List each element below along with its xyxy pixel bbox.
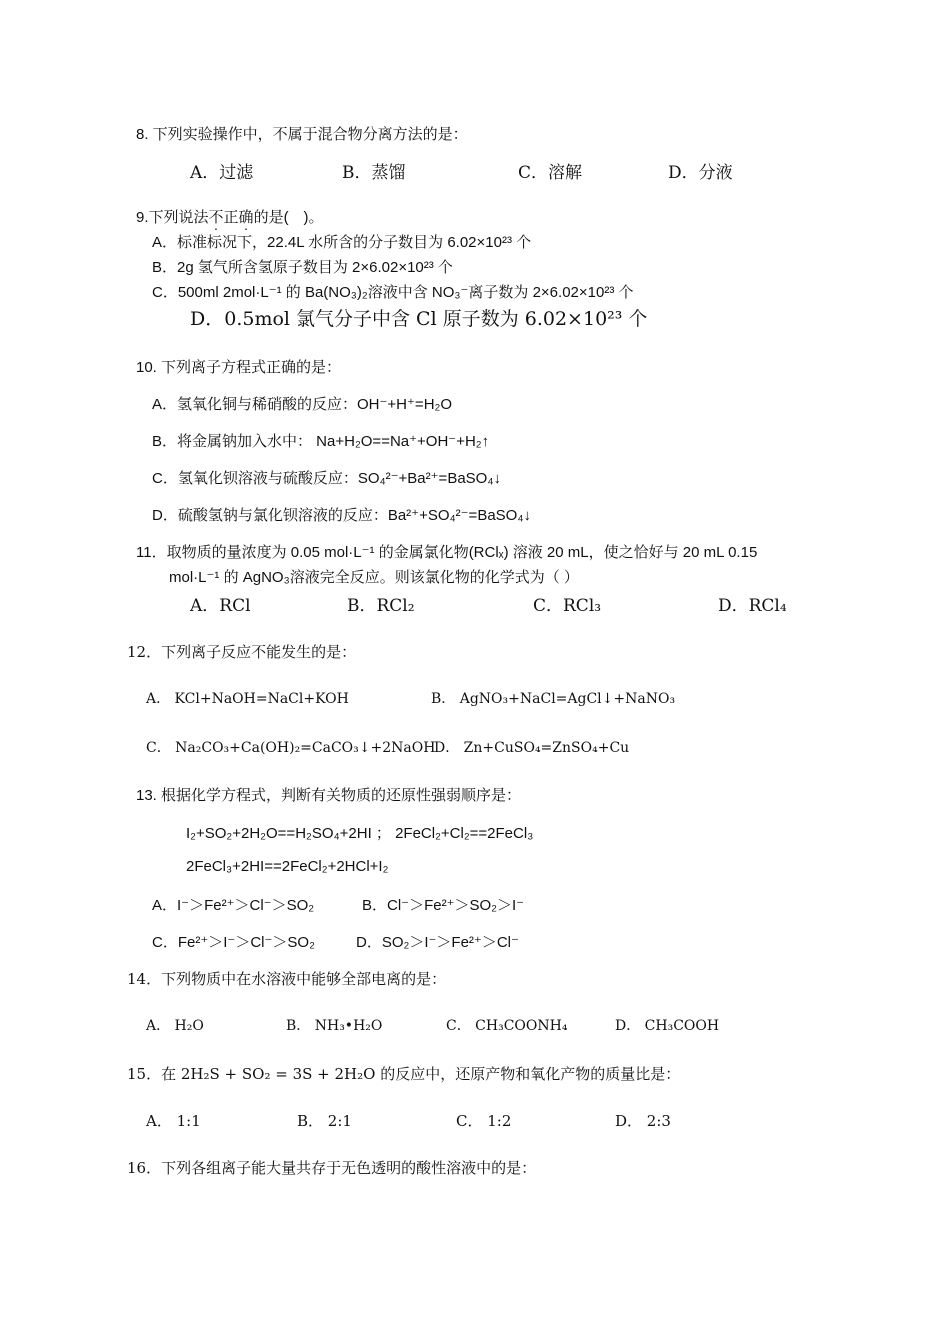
question-14-stem: 14．下列物质中在水溶液中能够全部电离的是： bbox=[127, 970, 447, 988]
q9-emphasis-2: 确 bbox=[238, 209, 254, 226]
q11-option-c: C．RCl₃ bbox=[533, 596, 602, 616]
q15-option-c: C． 1:2 bbox=[456, 1112, 512, 1130]
q12-option-c: C． Na₂CO₃+Ca(OH)₂=CaCO₃↓+2NaOH bbox=[146, 740, 436, 756]
question-16-stem: 16．下列各组离子能大量共存于无色透明的酸性溶液中的是： bbox=[127, 1159, 537, 1177]
q9-option-d: D．0.5mol 氯气分子中含 Cl 原子数为 6.02×10²³ 个 bbox=[190, 308, 648, 330]
question-8-stem: 8. 下列实验操作中，不属于混合物分离方法的是： bbox=[136, 126, 468, 143]
q8-option-c: C．溶解 bbox=[518, 163, 583, 183]
q12-option-b: B． AgNO₃+NaCl=AgCl↓+NaNO₃ bbox=[431, 691, 676, 707]
q15-option-d: D． 2:3 bbox=[615, 1112, 671, 1130]
q10-option-b: B．将金属钠加入水中： Na+H₂O==Na⁺+OH⁻+H₂↑ bbox=[152, 433, 490, 450]
q11-option-a: A．RCl bbox=[190, 596, 251, 616]
q10-option-c: C．氢氧化钡溶液与硫酸反应：SO₄²⁻+Ba²⁺=BaSO₄↓ bbox=[152, 470, 501, 487]
q15-option-a: A． 1:1 bbox=[146, 1112, 201, 1130]
q9-emphasis-1: 不 bbox=[208, 209, 224, 226]
q12-option-a: A． KCl+NaOH=NaCl+KOH bbox=[146, 691, 349, 707]
q10-option-a: A．氢氧化铜与稀硝酸的反应：OH⁻+H⁺=H₂O bbox=[152, 396, 453, 413]
question-12-stem: 12．下列离子反应不能发生的是： bbox=[127, 643, 357, 661]
q14-option-d: D． CH₃COOH bbox=[615, 1018, 720, 1034]
question-11-line1: 11．取物质的量浓度为 0.05 mol·L⁻¹ 的金属氯化物(RClₓ) 溶液 20 mL，使之恰好与 20 mL 0.15 bbox=[136, 544, 758, 561]
question-15-stem: 15．在 2H₂S + SO₂ = 3S + 2H₂O 的反应中，还原产物和氧化产物的质量比是： bbox=[127, 1065, 681, 1083]
q8-option-a: A．过滤 bbox=[190, 163, 254, 183]
q13-equation-2: 2FeCl₃+2HI==2FeCl₂+2HCl+I₂ bbox=[186, 858, 389, 875]
q14-option-c: C． CH₃COONH₄ bbox=[446, 1018, 568, 1034]
question-9-stem bbox=[136, 206, 324, 227]
q13-option-a: A．I⁻＞Fe²⁺＞Cl⁻＞SO₂ bbox=[152, 897, 315, 914]
q13-option-d: D．SO₂＞I⁻＞Fe²⁺＞Cl⁻ bbox=[356, 934, 519, 951]
q13-option-b: B．Cl⁻＞Fe²⁺＞SO₂＞I⁻ bbox=[362, 897, 525, 914]
q15-option-b: B． 2:1 bbox=[297, 1112, 352, 1130]
q11-option-d: D．RCl₄ bbox=[718, 596, 787, 616]
q10-option-d: D．硫酸氢钠与氯化钡溶液的反应：Ba²⁺+SO₄²⁻=BaSO₄↓ bbox=[152, 507, 531, 524]
q9-option-c: C．500ml 2mol·L⁻¹ 的 Ba(NO₃)₂溶液中含 NO₃⁻离子数为 2×6.02×10²³ 个 bbox=[152, 284, 634, 301]
q9-stem-prefix: 9.下列说法 bbox=[136, 209, 209, 226]
q12-option-d: D． Zn+CuSO₄=ZnSO₄+Cu bbox=[434, 740, 630, 756]
q8-option-b: B．蒸馏 bbox=[342, 163, 406, 183]
question-11-line2: mol·L⁻¹ 的 AgNO₃溶液完全反应。则该氯化物的化学式为（ ） bbox=[169, 569, 579, 586]
question-13-stem: 13. 根据化学方程式，判断有关物质的还原性强弱顺序是： bbox=[136, 787, 522, 804]
q9-stem-suffix: 的是( )。 bbox=[253, 209, 324, 226]
q14-option-a: A． H₂O bbox=[146, 1018, 204, 1034]
q11-option-b: B．RCl₂ bbox=[347, 596, 415, 616]
q14-option-b: B． NH₃•H₂O bbox=[286, 1018, 383, 1034]
question-10-stem: 10. 下列离子方程式正确的是： bbox=[136, 359, 342, 376]
q8-option-d: D．分液 bbox=[668, 163, 733, 183]
q9-option-a: A．标准标况下，22.4L 水所含的分子数目为 6.02×10²³ 个 bbox=[152, 234, 532, 251]
q9-stem-mid: 正 bbox=[223, 209, 239, 226]
q13-option-c: C．Fe²⁺＞I⁻＞Cl⁻＞SO₂ bbox=[152, 934, 315, 951]
q9-option-b: B．2g 氢气所含氢原子数目为 2×6.02×10²³ 个 bbox=[152, 259, 453, 276]
q13-equation-1: I₂+SO₂+2H₂O==H₂SO₄+2HI ； 2FeCl₂+Cl₂==2FeCl₃ bbox=[186, 825, 534, 842]
